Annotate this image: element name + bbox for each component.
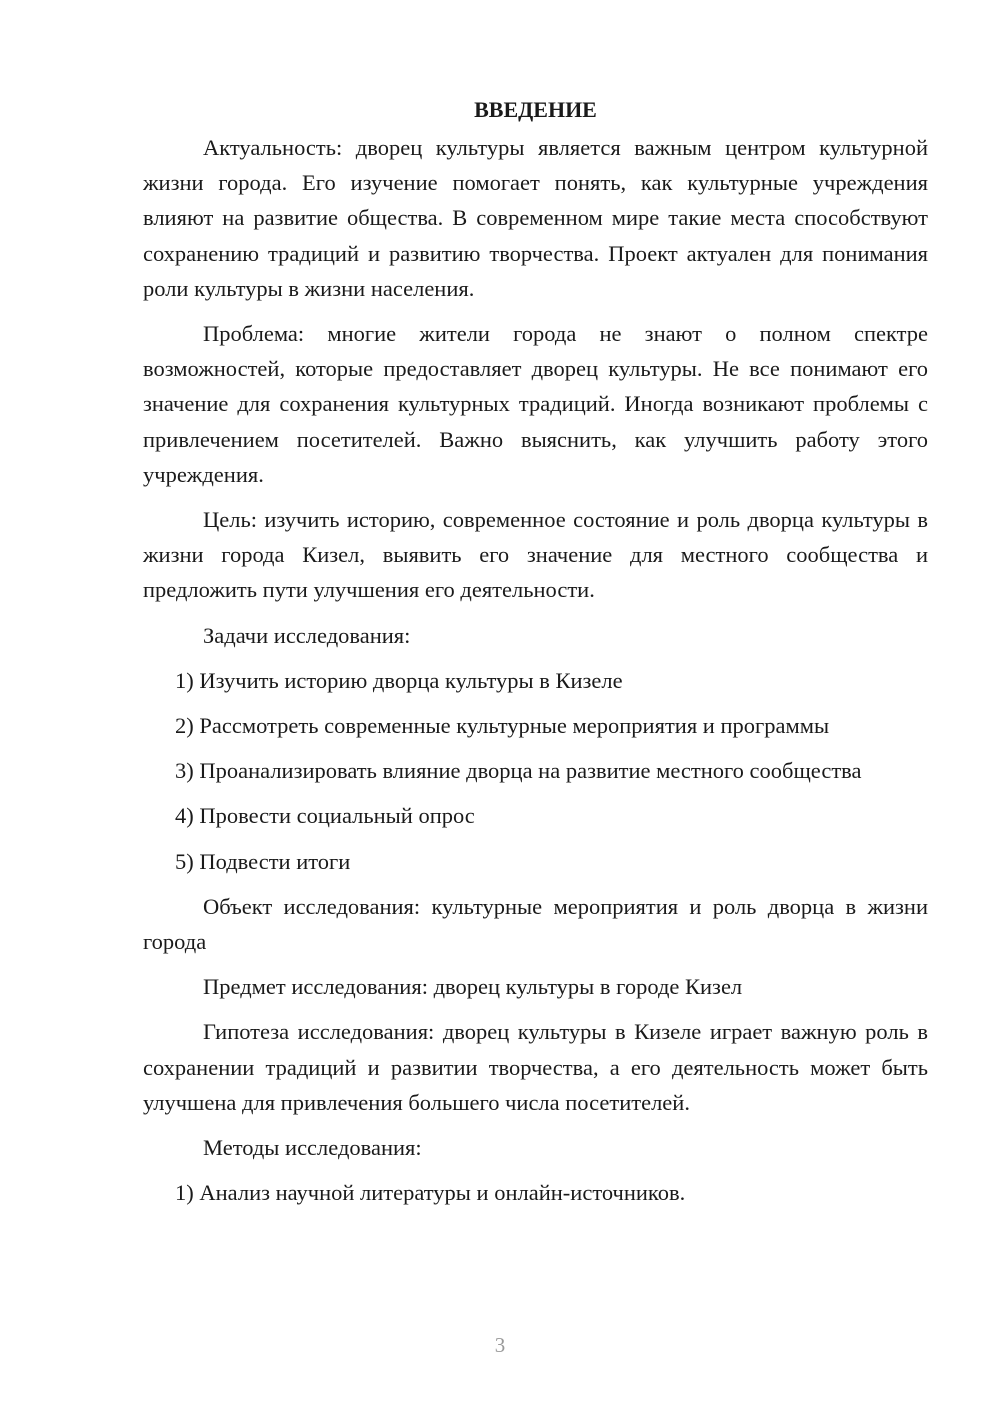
page-number: 3 <box>494 1333 506 1357</box>
methods-title: Методы исследования: <box>203 1135 422 1161</box>
document-page <box>143 92 928 1220</box>
object-paragraph: Объект исследования: культурные мероприятия и роль дворца в жизни города <box>143 893 928 955</box>
tasks-title: Задачи исследования: <box>203 622 411 648</box>
task-item-1: 1) Изучить историю дворца культуры в Кизеле <box>175 667 623 693</box>
task-item-4: 4) Провести социальный опрос <box>175 803 475 829</box>
hypothesis-paragraph: Гипотеза исследования: дворец культуры в Кизеле играет важную роль в сохранении традиций и развитии творчества, а его деятельность может быть улучшена для привлечения большего числа посетителей. <box>143 1019 928 1115</box>
goal-paragraph: Цель: изучить историю, современное состояние и роль дворца культуры в жизни города Кизел, выявить его значение для местного сообщества и предложить пути улучшения его деятельности. <box>143 507 928 603</box>
task-item-2: 2) Рассмотреть современные культурные мероприятия и программы <box>175 713 830 739</box>
task-item-5: 5) Подвести итоги <box>175 848 351 874</box>
relevance-paragraph: Актуальность: дворец культуры является важным центром культурной жизни города. Его изучение помогает понять, как культурные учреждения влияют на развитие общества. В современном мире такие места способствуют сохранению традиций и развитию творчества. Проект актуален для понимания роли культуры в жизни населения. <box>143 135 928 301</box>
task-item-3: 3) Проанализировать влияние дворца на развитие местного сообщества <box>175 758 862 784</box>
problem-paragraph: Проблема: многие жители города не знают о полном спектре возможностей, которые предоставляет дворец культуры. Не все понимают его значение для сохранения культурных традиций. Иногда возникают проблемы с привлечением посетителей. Важно выяснить, как улучшить работу этого учреждения. <box>143 321 928 487</box>
method-item-1: 1) Анализ научной литературы и онлайн-источников. <box>175 1180 686 1206</box>
subject-paragraph: Предмет исследования: дворец культуры в городе Кизел <box>203 974 743 1000</box>
section-heading: ВВЕДЕНИЕ <box>474 97 597 122</box>
